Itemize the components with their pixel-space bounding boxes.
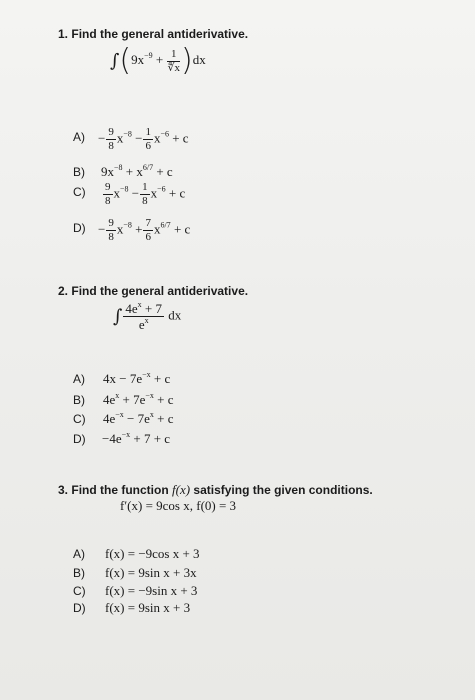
exponent: −6 [160,129,169,139]
term: 4e [103,411,116,426]
choice-expression [98,218,190,243]
constant: + c [153,164,173,179]
left-paren: ( [119,43,132,78]
differential: dx [192,51,206,67]
choice-letter: B) [73,566,85,580]
choice-letter: C) [73,584,86,598]
variable: x [150,185,158,201]
denominator-exponent: x [144,316,149,325]
exponent: −6 [157,184,166,194]
term: 4e [103,392,116,407]
numerator-base: 4e [125,301,138,316]
fraction-denominator [123,317,164,331]
constant: + c [153,392,174,407]
denominator: 6 [145,140,151,152]
question-3-heading [58,482,373,498]
term: + 7e [119,392,146,407]
question-2-integral [113,302,181,331]
fraction [140,182,150,207]
variable: x [153,221,161,237]
term: 9x [101,164,114,179]
exponent: −x [115,410,124,419]
fraction [143,127,153,152]
term: −4e [102,431,122,446]
question-2-heading [58,284,248,298]
exponent: x [115,391,120,400]
choice-expression [102,431,170,447]
question-1-number: 1. [58,27,69,41]
denominator: 8 [108,231,114,243]
choice-letter: A) [73,547,85,561]
fraction-numerator [123,302,164,317]
choice-letter: C) [73,412,86,426]
integrand-fraction [123,302,164,331]
numerator-exponent: x [137,300,142,309]
choice-expression: f(x) = 9sin x + 3 [105,600,191,615]
constant: + c [172,130,189,146]
question-1-heading [58,27,248,41]
exponent: −8 [120,184,129,194]
denominator: 8 [105,195,111,207]
variable: x [116,130,124,146]
exponent: −8 [114,163,123,172]
choice-expression [102,182,185,207]
choice-expression [98,127,189,152]
variable: x [113,185,120,201]
question-2-number: 2. [58,284,69,298]
constant: + c [168,185,186,201]
numerator: 9 [105,181,111,193]
choice-expression: f(x) = −9sin x + 3 [105,583,198,598]
function-symbol: f(x) [172,482,191,497]
fraction [103,182,113,207]
exponent: 6/7 [160,220,171,230]
question-3-prompt-tail: satisfying the given conditions. [190,483,373,497]
integrand-term: 9x [131,51,145,67]
numerator: 9 [108,217,114,229]
constant: + c [153,411,174,426]
numerator: 7 [145,217,151,229]
exponent: −x [121,430,131,439]
choice-letter: D) [73,432,86,446]
choice-expression [103,411,174,427]
exponent: −x [145,391,154,400]
choice-letter: A) [73,130,85,144]
fraction [106,218,116,243]
question-1-prompt: Find the general antiderivative. [71,27,249,41]
integral-sign: ∫ [113,306,123,327]
fraction [106,127,116,152]
numerator: 9 [108,126,114,138]
choice-expression [103,392,174,408]
right-paren: ) [180,43,193,78]
denominator: 8 [108,140,114,152]
question-3-conditions: f′(x) = 9cos x, f(0) = 3 [120,498,237,513]
choice-expression: f(x) = −9cos x + 3 [105,546,200,561]
denominator: 8 [142,195,148,207]
term: − 7e [123,411,150,426]
numerator: 1 [145,126,151,138]
denominator-base: e [138,317,145,332]
term: + x [122,164,143,179]
choice-letter: C) [73,185,86,199]
sign: − [98,130,106,146]
choice-letter: A) [73,372,85,386]
sign: − [98,221,106,237]
fraction-denominator: ∜x [167,61,180,74]
exponent: −8 [123,129,132,139]
choice-letter: D) [73,601,86,615]
integrand-fraction [167,49,180,74]
variable: x [153,130,161,146]
exponent: −x [142,370,151,379]
question-1-integral [110,43,206,78]
operator: − [131,185,140,201]
question-3-prompt: Find the function [71,483,173,497]
constant: + c [150,371,171,386]
question-2-prompt: Find the general antiderivative. [71,284,249,298]
numerator-tail: + 7 [141,301,163,316]
choice-letter: D) [73,221,86,235]
plus-sign: + [155,51,164,67]
choice-expression: f(x) = 9sin x + 3x [105,565,197,580]
fraction-numerator: 1 [167,49,180,62]
choice-expression [101,164,173,180]
constant: + 7 + c [130,431,171,446]
choice-letter: B) [73,165,85,179]
exponent: 6/7 [142,163,154,172]
constant: + c [173,221,191,237]
choice-expression [103,371,170,387]
choice-letter: B) [73,393,85,407]
question-3-number: 3. [58,483,69,497]
variable: x [116,221,124,237]
operator: − [135,130,143,146]
exponent: x [149,410,154,419]
exponent: −8 [123,220,132,230]
operator: + [135,221,143,237]
integral-sign: ∫ [110,50,120,72]
integrand-exponent: −9 [144,50,153,60]
numerator: 1 [142,181,148,193]
fraction [143,218,153,243]
differential: dx [168,307,182,323]
term: 4x − 7e [103,371,143,386]
denominator: 6 [145,231,151,243]
